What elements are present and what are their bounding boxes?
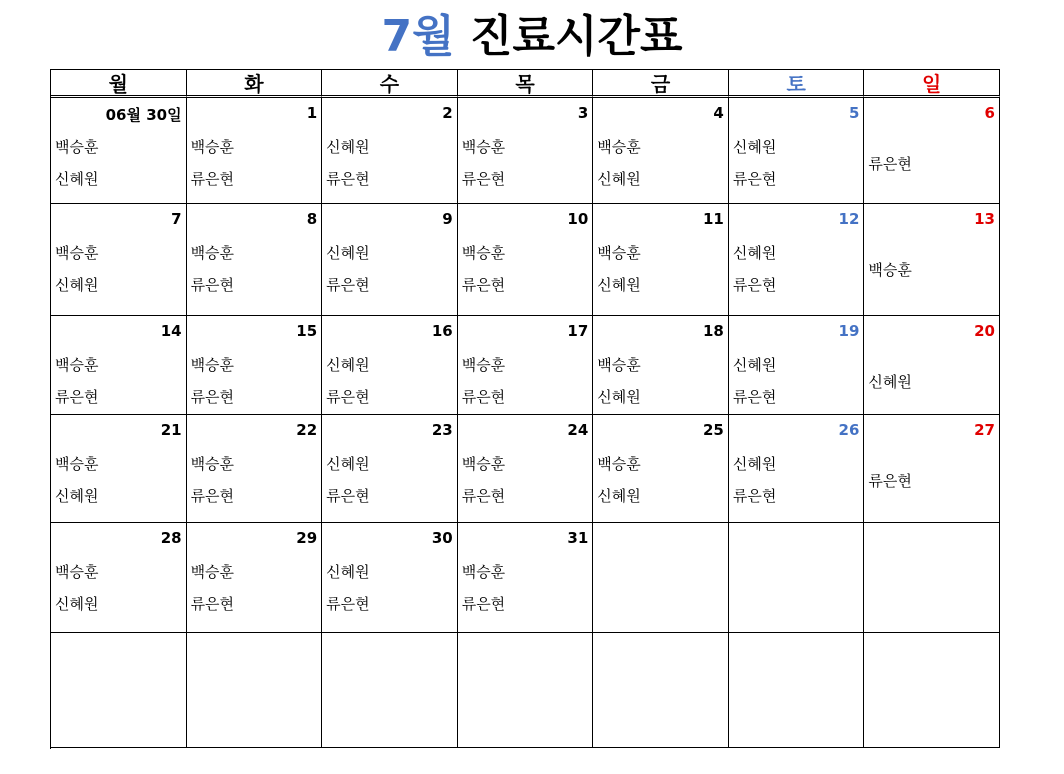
day-cell	[593, 415, 729, 523]
doctor-name: 신혜원	[326, 455, 370, 473]
day-cell	[593, 523, 729, 633]
title-month: 7월	[381, 11, 455, 62]
doctor-name: 류은현	[461, 276, 506, 294]
doctor-name: 류은현	[461, 170, 506, 188]
doctor-name: 류은현	[732, 487, 777, 505]
day-number: 2	[442, 104, 453, 122]
doctor-name: 백승훈	[55, 563, 99, 581]
doctor-name: 류은현	[326, 388, 370, 406]
day-cell	[51, 316, 187, 415]
day-number: 4	[713, 104, 724, 122]
day-number: 24	[567, 421, 589, 439]
doctor-name: 백승훈	[190, 138, 235, 156]
page-title	[0, 8, 1064, 66]
doctor-name: 신혜원	[597, 388, 641, 406]
doctor-name: 신혜원	[597, 276, 641, 294]
day-number: 06월 30일	[105, 106, 182, 124]
day-number: 7	[171, 210, 182, 228]
doctor-name: 신혜원	[732, 455, 777, 473]
doctor-name: 류은현	[190, 487, 235, 505]
doctor-name: 류은현	[55, 388, 99, 406]
day-number: 26	[838, 421, 860, 439]
day-cell	[864, 316, 1000, 415]
doctor-name: 백승훈	[597, 455, 641, 473]
doctor-name: 신혜원	[326, 244, 370, 262]
day-cell	[729, 415, 865, 523]
doctor-name: 신혜원	[55, 276, 99, 294]
weekday-header-fri: 금	[593, 70, 729, 98]
weekday-header-mon: 월	[51, 70, 187, 98]
day-cell	[322, 523, 458, 633]
day-cell	[187, 523, 323, 633]
doctor-name: 신혜원	[55, 170, 99, 188]
doctor-name: 류은현	[461, 388, 506, 406]
day-number: 11	[702, 210, 724, 228]
weekday-header-thu: 목	[458, 70, 594, 98]
doctor-name: 신혜원	[597, 487, 641, 505]
doctor-name: 백승훈	[597, 138, 641, 156]
day-cell	[187, 415, 323, 523]
doctor-name: 신혜원	[732, 244, 777, 262]
doctor-name: 백승훈	[55, 138, 99, 156]
day-cell	[864, 98, 1000, 204]
doctor-name: 류은현	[732, 276, 777, 294]
doctor-name: 류은현	[868, 155, 912, 173]
day-cell	[864, 633, 1000, 748]
doctor-name: 백승훈	[190, 356, 235, 374]
day-number: 3	[577, 104, 589, 122]
day-cell	[51, 633, 187, 748]
day-number: 16	[431, 322, 453, 340]
doctor-name: 신혜원	[326, 138, 370, 156]
day-cell	[458, 316, 594, 415]
day-cell	[187, 204, 323, 316]
doctor-name: 백승훈	[597, 356, 641, 374]
doctor-name: 신혜원	[55, 595, 99, 613]
doctor-name: 류은현	[190, 388, 235, 406]
doctor-name: 백승훈	[190, 455, 235, 473]
day-cell	[458, 204, 594, 316]
doctor-name: 류은현	[732, 170, 777, 188]
day-number: 10	[567, 210, 589, 228]
day-number: 17	[567, 322, 589, 340]
day-number: 25	[702, 421, 724, 439]
day-number: 18	[702, 322, 724, 340]
day-number: 12	[838, 210, 860, 228]
doctor-name: 류은현	[461, 595, 506, 613]
doctor-name: 백승훈	[461, 455, 506, 473]
doctor-name: 신혜원	[55, 487, 99, 505]
day-number: 1	[306, 104, 318, 122]
doctor-name: 백승훈	[461, 244, 506, 262]
day-cell	[322, 98, 458, 204]
day-number: 6	[984, 104, 995, 122]
day-cell	[322, 415, 458, 523]
weekday-header-wed: 수	[322, 70, 458, 98]
doctor-name: 류은현	[190, 595, 235, 613]
doctor-name: 류은현	[190, 170, 235, 188]
day-cell	[593, 204, 729, 316]
day-cell	[51, 204, 187, 316]
doctor-name: 신혜원	[326, 356, 370, 374]
day-number: 23	[431, 421, 453, 439]
day-number: 19	[838, 322, 860, 340]
day-number: 31	[567, 529, 589, 547]
doctor-name: 신혜원	[597, 170, 641, 188]
doctor-name: 신혜원	[868, 373, 912, 391]
day-cell	[729, 523, 865, 633]
doctor-name: 백승훈	[461, 356, 506, 374]
doctor-name: 백승훈	[461, 563, 506, 581]
day-cell	[322, 633, 458, 748]
day-cell	[864, 523, 1000, 633]
day-number: 30	[431, 529, 453, 547]
day-cell	[593, 98, 729, 204]
day-cell	[187, 316, 323, 415]
doctor-name: 류은현	[732, 388, 777, 406]
day-cell	[729, 633, 865, 748]
doctor-name: 백승훈	[55, 356, 99, 374]
doctor-name: 류은현	[326, 595, 370, 613]
doctor-name: 류은현	[326, 276, 370, 294]
day-number: 28	[160, 529, 182, 547]
day-cell	[593, 316, 729, 415]
day-cell	[322, 316, 458, 415]
weekday-header-tue: 화	[187, 70, 323, 98]
day-number: 9	[442, 210, 453, 228]
schedule-calendar	[50, 69, 1000, 749]
doctor-name: 류은현	[326, 487, 370, 505]
day-number: 14	[160, 322, 182, 340]
doctor-name: 류은현	[190, 276, 235, 294]
title-text: 진료시간표	[469, 11, 683, 62]
day-cell	[322, 204, 458, 316]
day-number: 21	[160, 421, 182, 439]
weekday-header-sat: 토	[729, 70, 865, 98]
day-number: 29	[296, 529, 318, 547]
day-cell	[187, 98, 323, 204]
doctor-name: 백승훈	[55, 244, 99, 262]
day-cell	[51, 415, 187, 523]
day-cell	[729, 98, 865, 204]
day-cell	[729, 316, 865, 415]
day-cell	[51, 523, 187, 633]
doctor-name: 백승훈	[55, 455, 99, 473]
doctor-name: 백승훈	[868, 261, 912, 279]
day-cell	[458, 633, 594, 748]
day-cell	[458, 523, 594, 633]
day-cell	[729, 204, 865, 316]
doctor-name: 신혜원	[732, 356, 777, 374]
day-cell	[864, 415, 1000, 523]
weekday-header-sun: 일	[864, 70, 1000, 98]
day-cell	[864, 204, 1000, 316]
day-number: 22	[296, 421, 318, 439]
day-number: 13	[974, 210, 995, 228]
day-number: 8	[306, 210, 318, 228]
day-cell	[458, 415, 594, 523]
doctor-name: 백승훈	[597, 244, 641, 262]
day-number: 27	[974, 421, 995, 439]
doctor-name: 신혜원	[326, 563, 370, 581]
day-cell	[187, 633, 323, 748]
doctor-name: 백승훈	[190, 563, 235, 581]
day-cell	[458, 98, 594, 204]
day-cell	[51, 98, 187, 204]
doctor-name: 류은현	[326, 170, 370, 188]
day-cell	[593, 633, 729, 748]
doctor-name: 류은현	[461, 487, 506, 505]
doctor-name: 신혜원	[732, 138, 777, 156]
day-number: 15	[296, 322, 318, 340]
doctor-name: 백승훈	[461, 138, 506, 156]
day-number: 20	[974, 322, 995, 340]
day-number: 5	[848, 104, 860, 122]
doctor-name: 류은현	[868, 472, 912, 490]
doctor-name: 백승훈	[190, 244, 235, 262]
